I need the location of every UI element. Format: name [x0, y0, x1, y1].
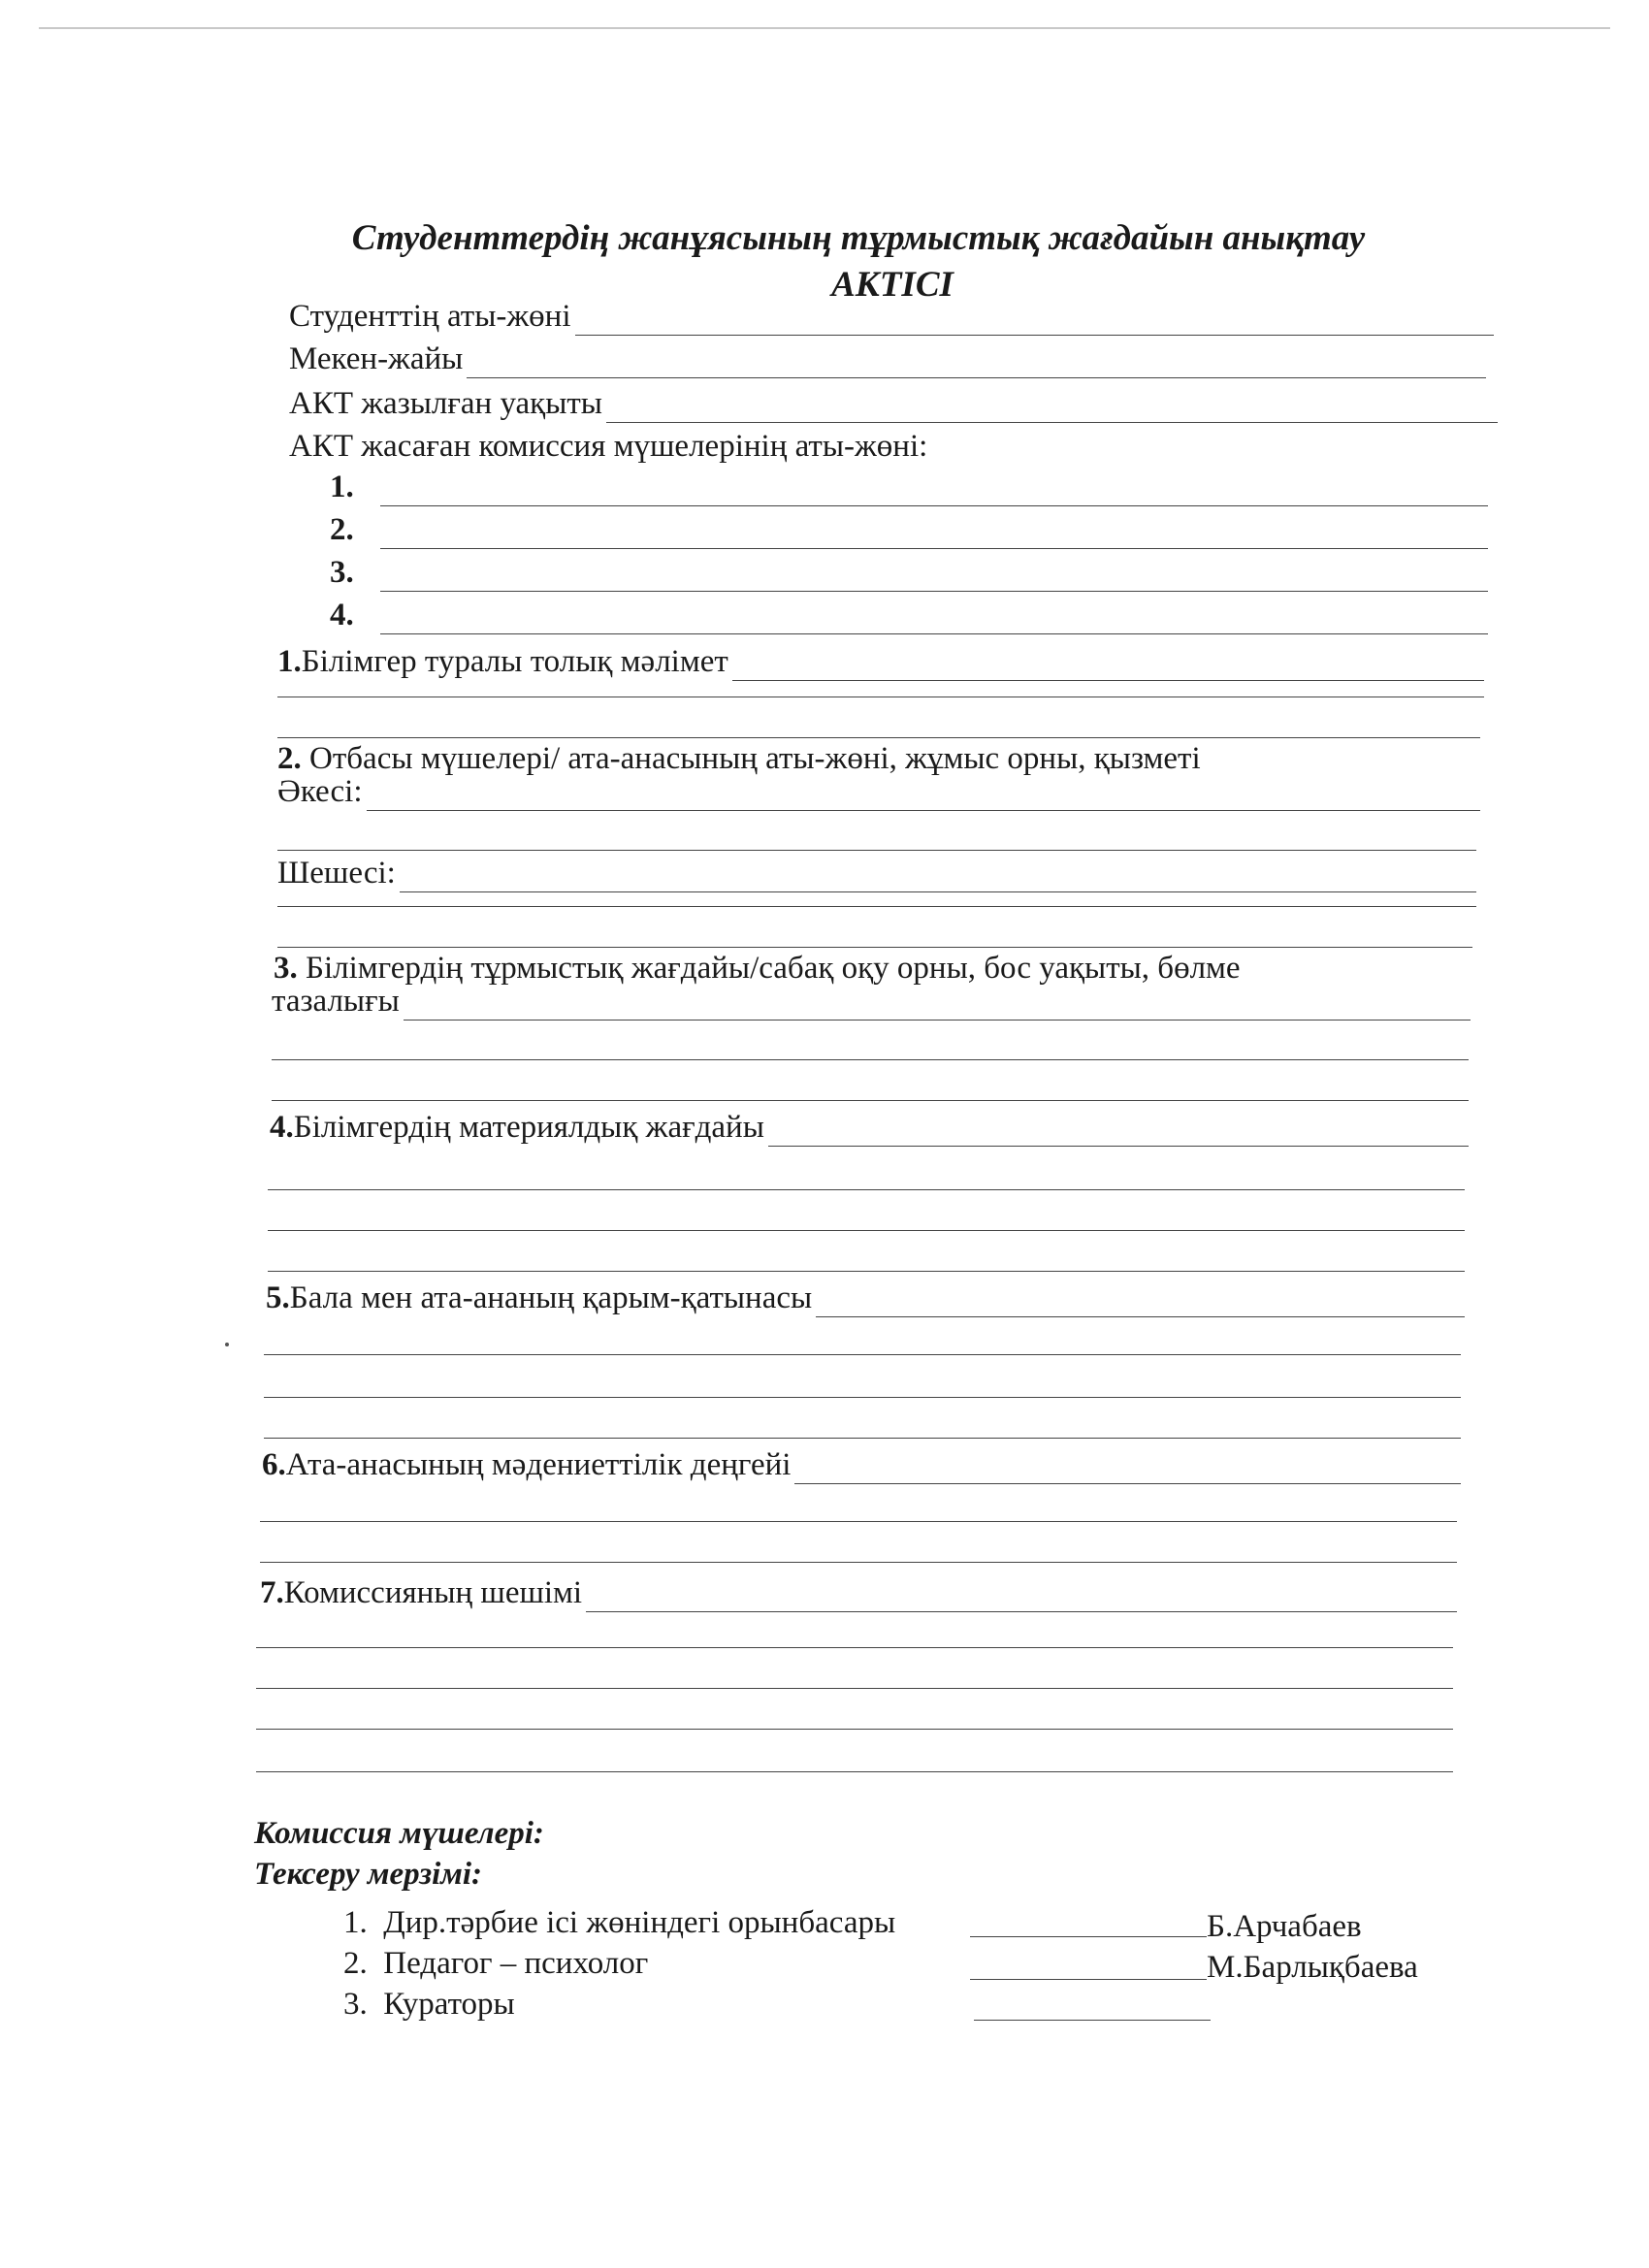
- section-2-label: Отбасы мүшелері/ ата-анасының аты-жөні, жұмыс орны, қызметі: [301, 741, 1201, 776]
- mother-field[interactable]: [277, 854, 1476, 892]
- act-date-field[interactable]: [289, 384, 1498, 423]
- answer-line[interactable]: [260, 1562, 1457, 1563]
- answer-line[interactable]: [268, 1230, 1465, 1231]
- student-name-field[interactable]: [289, 297, 1494, 336]
- signatory-number: 3.: [343, 1987, 368, 2022]
- section-3-blank[interactable]: [404, 990, 1471, 1021]
- section-5-number: 5.: [266, 1280, 290, 1315]
- answer-line[interactable]: [272, 1100, 1469, 1101]
- student-name-label: Студенттің аты-жөні: [289, 299, 571, 334]
- section-3-continuation[interactable]: [272, 982, 1471, 1021]
- father-label: Әкесі:: [277, 774, 363, 809]
- scan-edge-line: [39, 27, 1610, 29]
- section-4-blank[interactable]: [768, 1117, 1469, 1147]
- member-number: 4.: [330, 598, 354, 632]
- scan-speck: [225, 1343, 229, 1346]
- address-field[interactable]: [289, 340, 1486, 378]
- answer-line[interactable]: [256, 1647, 1453, 1648]
- section-4-heading[interactable]: [270, 1108, 1469, 1147]
- section-6-heading[interactable]: [262, 1445, 1461, 1484]
- section-7-label: Комиссияның шешімі: [283, 1575, 583, 1610]
- member-blank[interactable]: [380, 519, 1488, 549]
- address-blank[interactable]: [467, 348, 1486, 378]
- section-1-number: 1.: [277, 644, 302, 679]
- answer-line[interactable]: [256, 1688, 1453, 1689]
- section-7-number: 7.: [260, 1575, 284, 1610]
- member-blank[interactable]: [380, 562, 1488, 592]
- section-6-blank[interactable]: [794, 1454, 1461, 1484]
- member-line-4[interactable]: [330, 596, 1488, 634]
- signatory-role: Кураторы: [383, 1987, 515, 2022]
- section-1-label: Білімгер туралы толық мәлімет: [301, 644, 728, 679]
- section-6-number: 6.: [262, 1447, 286, 1482]
- father-blank[interactable]: [367, 781, 1481, 811]
- document-title: Студенттердің жанұясының тұрмыстық жағдайын анықтау: [351, 218, 1366, 258]
- signatory-2-name: М.Барлықбаева: [1207, 1950, 1418, 1985]
- signatory-2: [343, 1944, 648, 1983]
- mother-label: Шешесі:: [277, 856, 396, 891]
- commission-heading: Комиссия мүшелері:: [254, 1816, 544, 1851]
- document-subtitle: АКТІСІ: [831, 265, 954, 305]
- answer-line[interactable]: [277, 737, 1480, 738]
- section-2-number: 2.: [277, 741, 302, 776]
- student-name-blank[interactable]: [575, 306, 1494, 336]
- answer-line[interactable]: [268, 1189, 1465, 1190]
- signatory-role: Педагог – психолог: [383, 1946, 649, 1981]
- answer-line[interactable]: [272, 1059, 1469, 1060]
- signatory-1-name: Б.Арчабаев: [1207, 1909, 1362, 1944]
- father-field[interactable]: [277, 772, 1480, 811]
- section-4-number: 4.: [270, 1110, 294, 1145]
- answer-line[interactable]: [256, 1729, 1453, 1730]
- section-3-label: Білімгердің тұрмыстық жағдайы/сабақ оқу орны, бос уақыты, бөлме: [297, 951, 1241, 986]
- member-blank[interactable]: [380, 476, 1488, 506]
- section-1-heading[interactable]: [277, 642, 1484, 681]
- member-blank[interactable]: [380, 604, 1488, 634]
- member-line-2[interactable]: [330, 510, 1488, 549]
- section-4-label: Білімгердің материялдық жағдайы: [293, 1110, 764, 1145]
- signatory-number: 1.: [343, 1905, 368, 1940]
- member-number: 1.: [330, 470, 354, 504]
- signature-line-2[interactable]: [970, 1979, 1207, 1980]
- member-line-1[interactable]: [330, 468, 1488, 506]
- answer-line[interactable]: [277, 906, 1476, 907]
- mother-blank[interactable]: [400, 862, 1476, 892]
- section-7-blank[interactable]: [586, 1582, 1457, 1612]
- section-5-label: Бала мен ата-ананың қарым-қатынасы: [289, 1280, 813, 1315]
- check-date-heading: Тексеру мерзімі:: [254, 1857, 483, 1892]
- commission-members-label: АКТ жасаған комиссия мүшелерінің аты-жөні:: [289, 429, 928, 464]
- answer-line[interactable]: [260, 1521, 1457, 1522]
- section-3-label-cont: тазалығы: [272, 984, 400, 1019]
- section-6-label: Ата-анасының мәдениеттілік деңгейі: [285, 1447, 792, 1482]
- answer-line[interactable]: [264, 1397, 1461, 1398]
- answer-line[interactable]: [256, 1771, 1453, 1772]
- signatory-1: [343, 1903, 895, 1942]
- answer-line[interactable]: [277, 850, 1476, 851]
- act-date-blank[interactable]: [606, 393, 1498, 423]
- section-3-number: 3.: [274, 951, 298, 986]
- answer-line[interactable]: [277, 947, 1472, 948]
- member-number: 2.: [330, 512, 354, 547]
- section-5-heading[interactable]: [266, 1279, 1465, 1317]
- section-7-heading[interactable]: [260, 1573, 1457, 1612]
- section-5-blank[interactable]: [816, 1287, 1465, 1317]
- answer-line[interactable]: [268, 1271, 1465, 1272]
- member-line-3[interactable]: [330, 553, 1488, 592]
- answer-line[interactable]: [264, 1354, 1461, 1355]
- signatory-number: 2.: [343, 1946, 368, 1981]
- signatory-role: Дир.тәрбие ісі жөніндегі орынбасары: [383, 1905, 896, 1940]
- act-date-label: АКТ жазылған уақыты: [289, 386, 602, 421]
- signatory-3: [343, 1985, 515, 2024]
- member-number: 3.: [330, 555, 354, 590]
- address-label: Мекен-жайы: [289, 341, 464, 376]
- signature-line-3[interactable]: [974, 2020, 1211, 2021]
- answer-line[interactable]: [264, 1438, 1461, 1439]
- section-1-blank[interactable]: [732, 651, 1484, 681]
- signature-line-1[interactable]: [970, 1936, 1207, 1937]
